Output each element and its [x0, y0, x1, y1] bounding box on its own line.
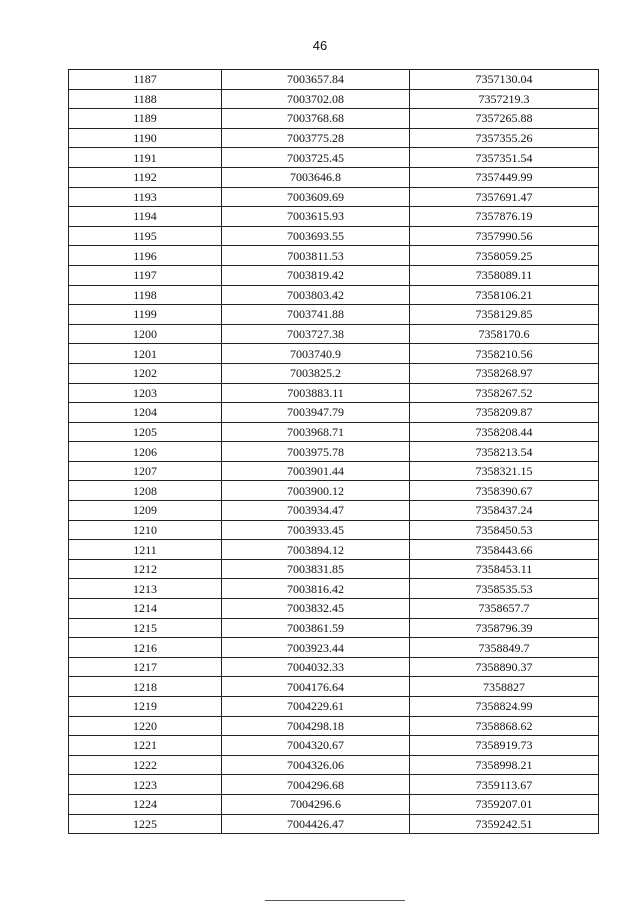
x-coordinate-cell: 7003883.11 [222, 383, 410, 403]
y-coordinate-cell: 7358267.52 [410, 383, 599, 403]
y-coordinate-cell: 7358268.97 [410, 363, 599, 383]
y-coordinate-cell: 7359113.67 [410, 775, 599, 795]
table-row [69, 559, 599, 579]
y-coordinate-cell: 7358106.21 [410, 285, 599, 305]
x-coordinate-cell: 7003725.45 [222, 148, 410, 168]
x-coordinate-cell: 7004229.61 [222, 697, 410, 717]
y-coordinate-cell: 7357265.88 [410, 109, 599, 129]
y-coordinate-cell: 7358827 [410, 677, 599, 697]
x-coordinate-cell: 7003825.2 [222, 363, 410, 383]
x-coordinate-cell: 7003657.84 [222, 70, 410, 90]
table-row [69, 618, 599, 638]
x-coordinate-cell: 7004176.64 [222, 677, 410, 697]
point-number-cell: 1199 [69, 305, 222, 325]
x-coordinate-cell: 7003831.85 [222, 559, 410, 579]
table-row [69, 814, 599, 834]
y-coordinate-cell: 7358450.53 [410, 520, 599, 540]
y-coordinate-cell: 7358535.53 [410, 579, 599, 599]
x-coordinate-cell: 7003968.71 [222, 422, 410, 442]
x-coordinate-cell: 7003741.88 [222, 305, 410, 325]
x-coordinate-cell: 7004298.18 [222, 716, 410, 736]
table-row [69, 579, 599, 599]
point-number-cell: 1219 [69, 697, 222, 717]
table-row [69, 736, 599, 756]
point-number-cell: 1194 [69, 207, 222, 227]
table-row [69, 187, 599, 207]
x-coordinate-cell: 7003775.28 [222, 128, 410, 148]
table-row [69, 775, 599, 795]
point-number-cell: 1191 [69, 148, 222, 168]
point-number-cell: 1198 [69, 285, 222, 305]
x-coordinate-cell: 7004296.6 [222, 794, 410, 814]
table-row [69, 716, 599, 736]
table-row [69, 285, 599, 305]
y-coordinate-cell: 7358849.7 [410, 638, 599, 658]
point-number-cell: 1217 [69, 657, 222, 677]
x-coordinate-cell: 7003727.38 [222, 324, 410, 344]
table-row [69, 638, 599, 658]
y-coordinate-cell: 7358170.6 [410, 324, 599, 344]
y-coordinate-cell: 7358213.54 [410, 442, 599, 462]
x-coordinate-cell: 7003609.69 [222, 187, 410, 207]
table-row [69, 481, 599, 501]
point-number-cell: 1203 [69, 383, 222, 403]
y-coordinate-cell: 7359207.01 [410, 794, 599, 814]
y-coordinate-cell: 7357990.56 [410, 226, 599, 246]
table-row [69, 755, 599, 775]
table-row [69, 540, 599, 560]
y-coordinate-cell: 7358089.11 [410, 265, 599, 285]
x-coordinate-cell: 7003933.45 [222, 520, 410, 540]
table-row [69, 657, 599, 677]
x-coordinate-cell: 7003693.55 [222, 226, 410, 246]
table-row [69, 794, 599, 814]
point-number-cell: 1193 [69, 187, 222, 207]
point-number-cell: 1207 [69, 461, 222, 481]
y-coordinate-cell: 7358210.56 [410, 344, 599, 364]
table-row [69, 305, 599, 325]
point-number-cell: 1190 [69, 128, 222, 148]
table-row [69, 70, 599, 90]
table-row [69, 363, 599, 383]
point-number-cell: 1197 [69, 265, 222, 285]
point-number-cell: 1187 [69, 70, 222, 90]
x-coordinate-cell: 7004032.33 [222, 657, 410, 677]
y-coordinate-cell: 7358209.87 [410, 403, 599, 423]
point-number-cell: 1192 [69, 167, 222, 187]
x-coordinate-cell: 7003947.79 [222, 403, 410, 423]
x-coordinate-cell: 7003975.78 [222, 442, 410, 462]
y-coordinate-cell: 7357691.47 [410, 187, 599, 207]
table-row [69, 344, 599, 364]
point-number-cell: 1212 [69, 559, 222, 579]
x-coordinate-cell: 7003646.8 [222, 167, 410, 187]
x-coordinate-cell: 7003615.93 [222, 207, 410, 227]
point-number-cell: 1216 [69, 638, 222, 658]
y-coordinate-cell: 7358998.21 [410, 755, 599, 775]
y-coordinate-cell: 7358208.44 [410, 422, 599, 442]
table-row [69, 226, 599, 246]
x-coordinate-cell: 7003811.53 [222, 246, 410, 266]
y-coordinate-cell: 7357355.26 [410, 128, 599, 148]
y-coordinate-cell: 7358868.62 [410, 716, 599, 736]
table-body [69, 70, 599, 834]
table-row [69, 442, 599, 462]
point-number-cell: 1202 [69, 363, 222, 383]
table-row [69, 246, 599, 266]
y-coordinate-cell: 7358443.66 [410, 540, 599, 560]
table-row [69, 207, 599, 227]
coordinates-table [68, 69, 599, 834]
point-number-cell: 1224 [69, 794, 222, 814]
footer-divider [265, 900, 405, 901]
y-coordinate-cell: 7358657.7 [410, 599, 599, 619]
point-number-cell: 1220 [69, 716, 222, 736]
point-number-cell: 1223 [69, 775, 222, 795]
point-number-cell: 1204 [69, 403, 222, 423]
x-coordinate-cell: 7003816.42 [222, 579, 410, 599]
point-number-cell: 1213 [69, 579, 222, 599]
x-coordinate-cell: 7003861.59 [222, 618, 410, 638]
point-number-cell: 1208 [69, 481, 222, 501]
point-number-cell: 1201 [69, 344, 222, 364]
table-row [69, 148, 599, 168]
point-number-cell: 1189 [69, 109, 222, 129]
point-number-cell: 1188 [69, 89, 222, 109]
table-row [69, 324, 599, 344]
x-coordinate-cell: 7003900.12 [222, 481, 410, 501]
table-row [69, 501, 599, 521]
table-row [69, 383, 599, 403]
point-number-cell: 1209 [69, 501, 222, 521]
y-coordinate-cell: 7357219.3 [410, 89, 599, 109]
point-number-cell: 1214 [69, 599, 222, 619]
y-coordinate-cell: 7358796.39 [410, 618, 599, 638]
table-row [69, 677, 599, 697]
y-coordinate-cell: 7358390.67 [410, 481, 599, 501]
table-row [69, 89, 599, 109]
x-coordinate-cell: 7004320.67 [222, 736, 410, 756]
y-coordinate-cell: 7358321.15 [410, 461, 599, 481]
point-number-cell: 1222 [69, 755, 222, 775]
x-coordinate-cell: 7003768.68 [222, 109, 410, 129]
y-coordinate-cell: 7358453.11 [410, 559, 599, 579]
table-row [69, 697, 599, 717]
y-coordinate-cell: 7358129.85 [410, 305, 599, 325]
table-row [69, 422, 599, 442]
x-coordinate-cell: 7003819.42 [222, 265, 410, 285]
page-number: 46 [312, 38, 328, 53]
x-coordinate-cell: 7003901.44 [222, 461, 410, 481]
y-coordinate-cell: 7358824.99 [410, 697, 599, 717]
point-number-cell: 1218 [69, 677, 222, 697]
y-coordinate-cell: 7358890.37 [410, 657, 599, 677]
y-coordinate-cell: 7358919.73 [410, 736, 599, 756]
point-number-cell: 1206 [69, 442, 222, 462]
point-number-cell: 1200 [69, 324, 222, 344]
y-coordinate-cell: 7357876.19 [410, 207, 599, 227]
x-coordinate-cell: 7003923.44 [222, 638, 410, 658]
point-number-cell: 1205 [69, 422, 222, 442]
table-row [69, 461, 599, 481]
point-number-cell: 1195 [69, 226, 222, 246]
x-coordinate-cell: 7003702.08 [222, 89, 410, 109]
x-coordinate-cell: 7004296.68 [222, 775, 410, 795]
table-row [69, 403, 599, 423]
x-coordinate-cell: 7004326.06 [222, 755, 410, 775]
point-number-cell: 1210 [69, 520, 222, 540]
x-coordinate-cell: 7003832.45 [222, 599, 410, 619]
y-coordinate-cell: 7357351.54 [410, 148, 599, 168]
x-coordinate-cell: 7003894.12 [222, 540, 410, 560]
point-number-cell: 1215 [69, 618, 222, 638]
point-number-cell: 1221 [69, 736, 222, 756]
x-coordinate-cell: 7003740.9 [222, 344, 410, 364]
table-row [69, 167, 599, 187]
table-row [69, 265, 599, 285]
x-coordinate-cell: 7003803.42 [222, 285, 410, 305]
table-row [69, 109, 599, 129]
x-coordinate-cell: 7003934.47 [222, 501, 410, 521]
x-coordinate-cell: 7004426.47 [222, 814, 410, 834]
y-coordinate-cell: 7358059.25 [410, 246, 599, 266]
table-row [69, 599, 599, 619]
point-number-cell: 1225 [69, 814, 222, 834]
y-coordinate-cell: 7357130.04 [410, 70, 599, 90]
y-coordinate-cell: 7358437.24 [410, 501, 599, 521]
table-row [69, 128, 599, 148]
point-number-cell: 1196 [69, 246, 222, 266]
table-row [69, 520, 599, 540]
y-coordinate-cell: 7359242.51 [410, 814, 599, 834]
y-coordinate-cell: 7357449.99 [410, 167, 599, 187]
point-number-cell: 1211 [69, 540, 222, 560]
